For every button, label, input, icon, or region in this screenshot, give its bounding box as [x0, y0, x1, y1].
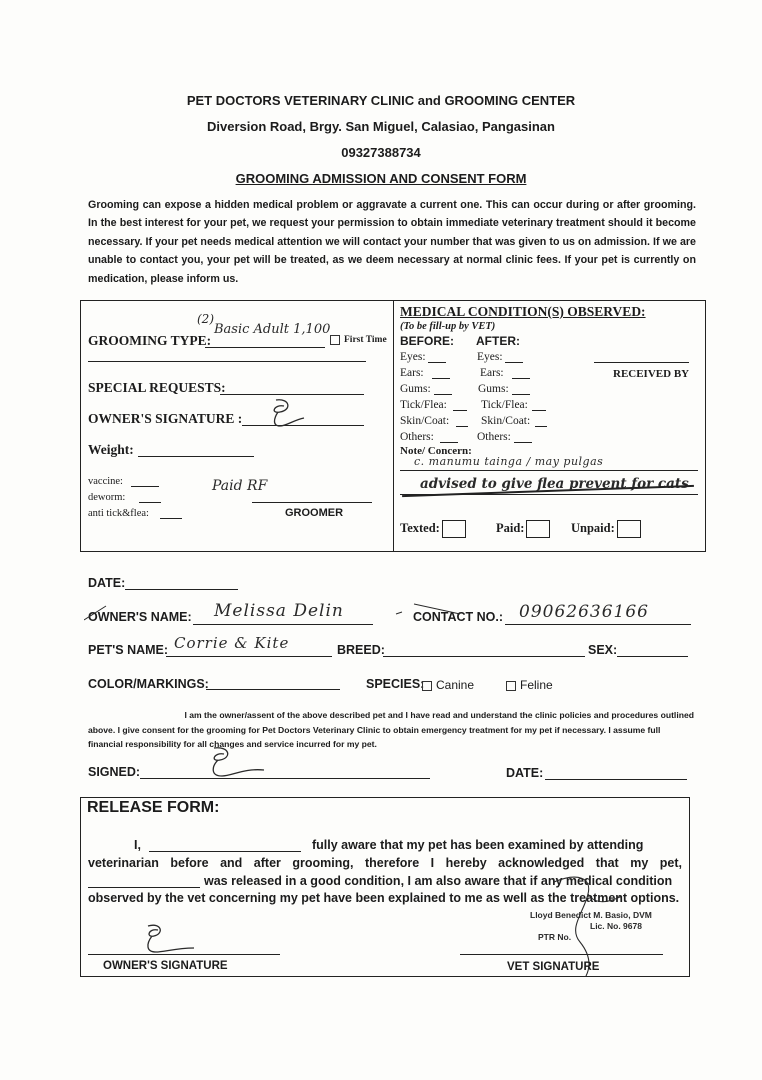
owner-line-marks [84, 598, 464, 628]
grooming-type-value[interactable]: Basic Adult 1,100 [214, 322, 331, 337]
cond-gums-before: Gums: [400, 383, 431, 395]
after-label: AFTER: [476, 334, 520, 348]
canine-option[interactable] [422, 678, 474, 692]
release-line1-post: fully aware that my pet has been examined by attending [312, 838, 644, 852]
release-line2: veterinarian before and after grooming, therefore I hereby acknowledged that my pet, [88, 856, 682, 870]
breed-label: BREED: [337, 643, 385, 657]
species-label: SPECIES: [366, 677, 425, 691]
texted-field[interactable] [400, 520, 466, 538]
cond-ears-before: Ears: [400, 367, 424, 379]
first-time-label: First Time [344, 335, 387, 346]
form-title: GROOMING ADMISSION AND CONSENT FORM [235, 171, 527, 186]
cond-gums-after: Gums: [478, 383, 509, 395]
owner-signature-mark-top [260, 396, 310, 432]
pet-name-label: PET'S NAME: [88, 643, 169, 657]
paid-note: Paid RF [212, 478, 268, 494]
grooming-type-prefix: (2) [197, 312, 214, 326]
weight-label: Weight: [88, 442, 134, 457]
canine-label: Canine [436, 678, 475, 692]
color-label: COLOR/MARKINGS: [88, 677, 209, 691]
signed-signature-mark [200, 744, 270, 784]
note-line-1: c. manumu tainga / may pulgas [414, 455, 604, 468]
canine-checkbox[interactable] [422, 681, 432, 691]
unpaid-field[interactable] [571, 520, 641, 538]
note-label: Note/ Concern: [400, 445, 472, 457]
paid-checkbox[interactable] [526, 520, 550, 538]
date-label: DATE: [88, 576, 126, 590]
signed-date-label: DATE: [506, 766, 544, 780]
release-line3-post: was released in a good condition, I am also aware that if any medical condition [204, 874, 673, 888]
cond-tick-after: Tick/Flea: [481, 399, 528, 411]
contact-label: CONTACT NO.: [413, 610, 504, 624]
first-time-option[interactable] [330, 335, 387, 345]
cond-eyes-after: Eyes: [477, 351, 503, 363]
deworm-label: deworm: [88, 492, 126, 503]
feline-option[interactable] [506, 678, 553, 692]
medical-subtitle: (To be fill-up by VET) [400, 321, 496, 332]
feline-label: Feline [520, 678, 553, 692]
vet-stamp-ptr: PTR No. [538, 932, 572, 942]
release-line4: observed by the vet concerning my pet have been explained to me as well as the treatment options. [88, 891, 680, 905]
clinic-address: Diversion Road, Brgy. San Miguel, Calasiao, Pangasinan [207, 119, 555, 134]
vet-stamp-lic: Lic. No. 9678 [590, 921, 642, 931]
cond-eyes-before: Eyes: [400, 351, 426, 363]
before-label: BEFORE: [400, 334, 454, 348]
special-requests-label: SPECIAL REQUESTS: [88, 380, 226, 395]
intro-paragraph: Grooming can expose a hidden medical problem or aggravate a current one. This can occur during or after grooming. In the best interest for your pet, we request your permission to obtain immediate veterinary treatment should it become necessary. If your pet needs medical attention we will contact your number that was given to us on admission. If we are unable to contact you, your pet will be treated, as we deem necessary at normal clinic fees. If your pet is currently on medication, please inform us. [88, 199, 696, 285]
cond-tick-before: Tick/Flea: [400, 399, 447, 411]
paid-field[interactable] [496, 520, 550, 538]
paid-label: Paid: [496, 520, 525, 535]
consent-line-1: I am the owner/assent of the above described pet and I have read and understand the clinic policies and procedures outlined [184, 710, 694, 720]
unpaid-label: Unpaid: [571, 520, 615, 535]
release-line1-pre: I, [134, 838, 141, 852]
texted-label: Texted: [400, 520, 440, 535]
owner-signature-label-top: OWNER'S SIGNATURE : [88, 411, 243, 426]
feline-checkbox[interactable] [506, 681, 516, 691]
medical-title: MEDICAL CONDITION(S) OBSERVED: [400, 304, 646, 319]
texted-checkbox[interactable] [442, 520, 466, 538]
cond-others-before: Others: [400, 431, 434, 443]
unpaid-checkbox[interactable] [617, 520, 641, 538]
signed-label: SIGNED: [88, 765, 141, 779]
note-line-2: advised to give flea prevent for cats [420, 476, 689, 492]
clinic-name: PET DOCTORS VETERINARY CLINIC and GROOMING CENTER [186, 93, 576, 108]
vaccine-label: vaccine: [88, 476, 123, 487]
vet-stamp-name: Lloyd Benedict M. Basio, DVM [530, 910, 652, 920]
cond-skin-after: Skin/Coat: [481, 415, 531, 427]
cond-others-after: Others: [477, 431, 511, 443]
owner-name-value[interactable]: Melissa Delin [214, 601, 344, 621]
first-time-checkbox[interactable] [330, 335, 340, 345]
release-owner-signature-label: OWNER'S SIGNATURE [103, 960, 228, 972]
cond-ears-after: Ears: [480, 367, 504, 379]
consent-line-2: above. I give consent for the grooming for Pet Doctors Veterinary Clinic to obtain emergency treatment for my pet if necessary. I assume full [88, 724, 661, 735]
sex-label: SEX: [588, 643, 618, 657]
grooming-type-label: GROOMING TYPE: [88, 333, 212, 348]
owner-name-label: OWNER'S NAME: [88, 610, 192, 624]
release-title: RELEASE FORM: [87, 799, 220, 816]
antitick-label: anti tick&flea: [88, 508, 149, 519]
pet-name-value[interactable]: Corrie & Kite [174, 634, 290, 652]
received-by-label: RECEIVED BY [613, 368, 690, 380]
cond-skin-before: Skin/Coat: [400, 415, 450, 427]
consent-text [88, 708, 694, 752]
release-vet-signature-label: VET SIGNATURE [507, 961, 600, 973]
consent-line-3: financial responsibility for all changes and service incurred for my pet. [88, 739, 377, 750]
contact-value[interactable]: 09062636166 [519, 602, 649, 622]
groomer-label: GROOMER [285, 507, 344, 519]
clinic-phone: 09327388734 [341, 145, 421, 160]
